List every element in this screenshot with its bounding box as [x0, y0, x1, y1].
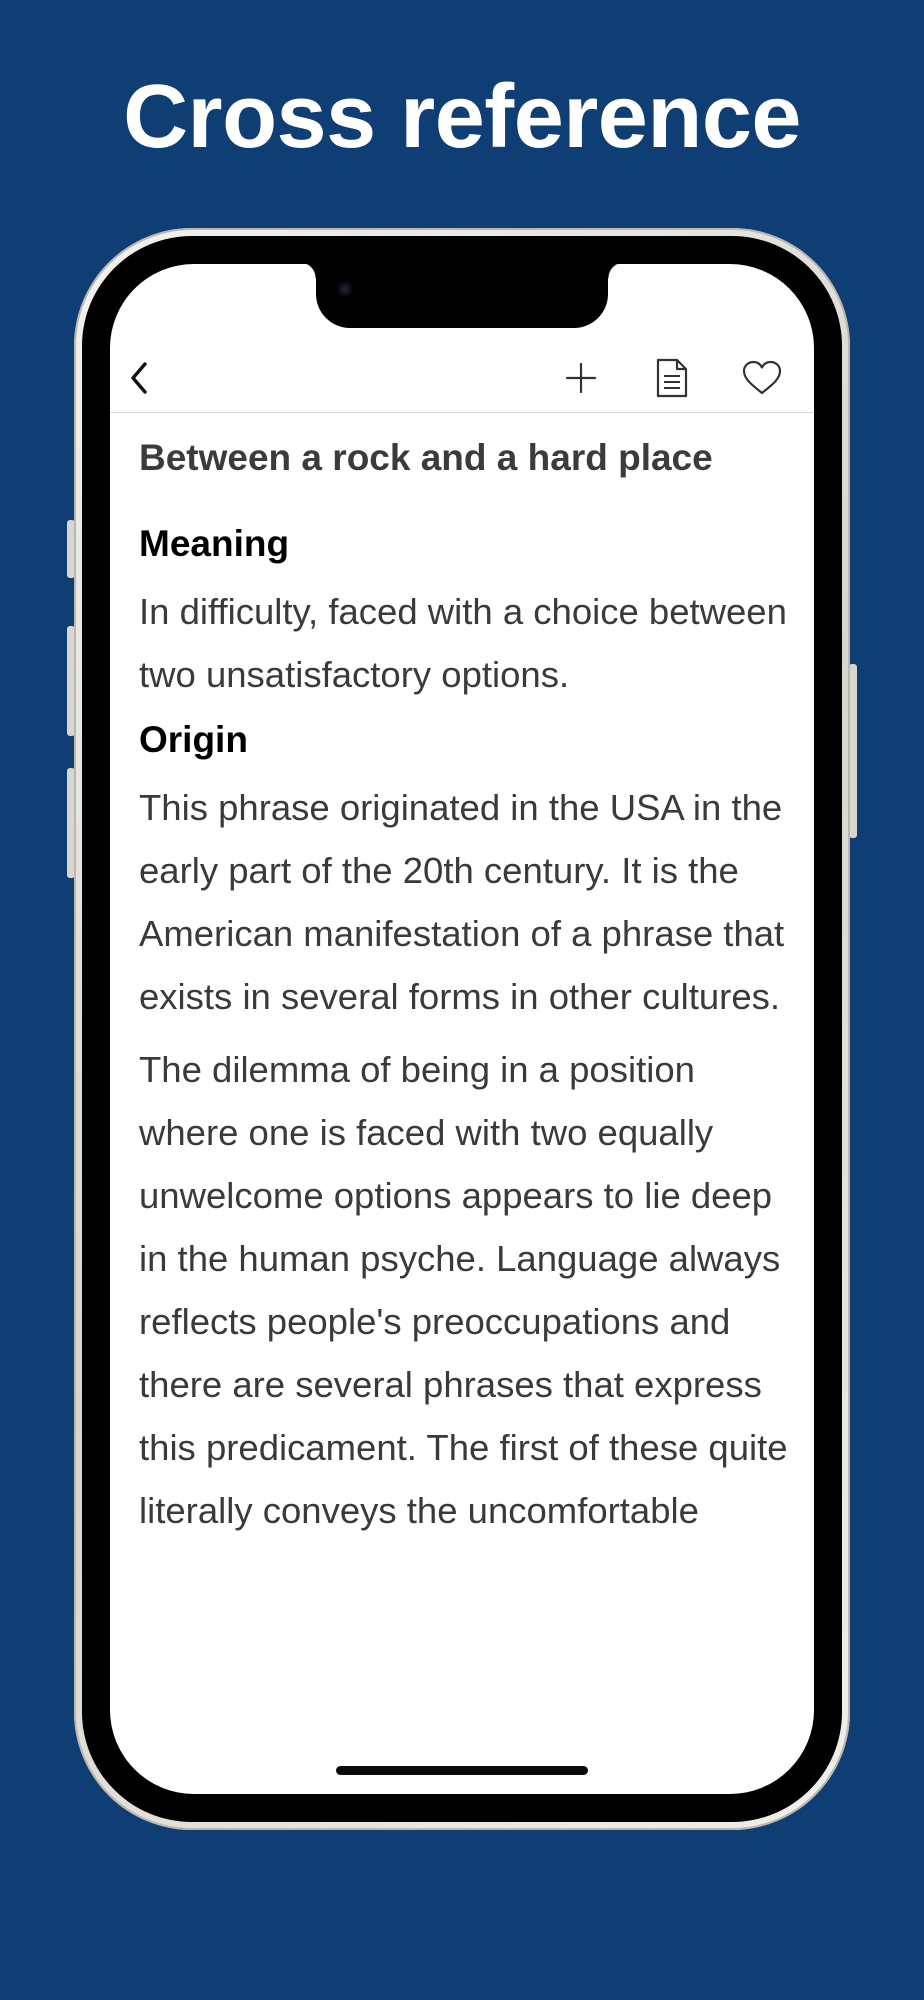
phrase-title: Between a rock and a hard place — [139, 437, 713, 478]
phone-screen — [110, 264, 814, 1794]
home-indicator[interactable] — [336, 1766, 588, 1775]
power-button — [849, 664, 857, 838]
entry-content — [139, 434, 789, 1552]
front-camera — [338, 282, 352, 296]
origin-paragraph: The dilemma of being in a position where one is faced with two equally unwelcome options appears to lie deep in the human psyche. Language always reflects people's preoccupations and there are several phrases that express this predicament. The first of these quite literally conveys the uncomfortable — [139, 1049, 788, 1531]
plus-icon — [565, 362, 597, 394]
meaning-heading: Meaning — [139, 523, 290, 564]
document-button[interactable] — [650, 356, 694, 400]
back-button[interactable] — [118, 356, 162, 400]
chevron-left-icon — [127, 360, 153, 396]
notch — [316, 264, 608, 328]
origin-paragraph: This phrase originated in the USA in the early part of the 20th century. It is the American manifestation of a phrase that exists in several forms in other cultures. — [139, 787, 785, 1017]
meaning-text: In difficulty, faced with a choice between two unsatisfactory options. — [139, 591, 787, 695]
add-button[interactable] — [559, 356, 603, 400]
favorite-button[interactable] — [740, 356, 784, 400]
origin-heading: Origin — [139, 719, 248, 760]
document-icon — [655, 358, 689, 398]
promo-headline: Cross reference — [123, 67, 801, 167]
navigation-bar — [110, 342, 814, 413]
heart-icon — [742, 360, 782, 396]
